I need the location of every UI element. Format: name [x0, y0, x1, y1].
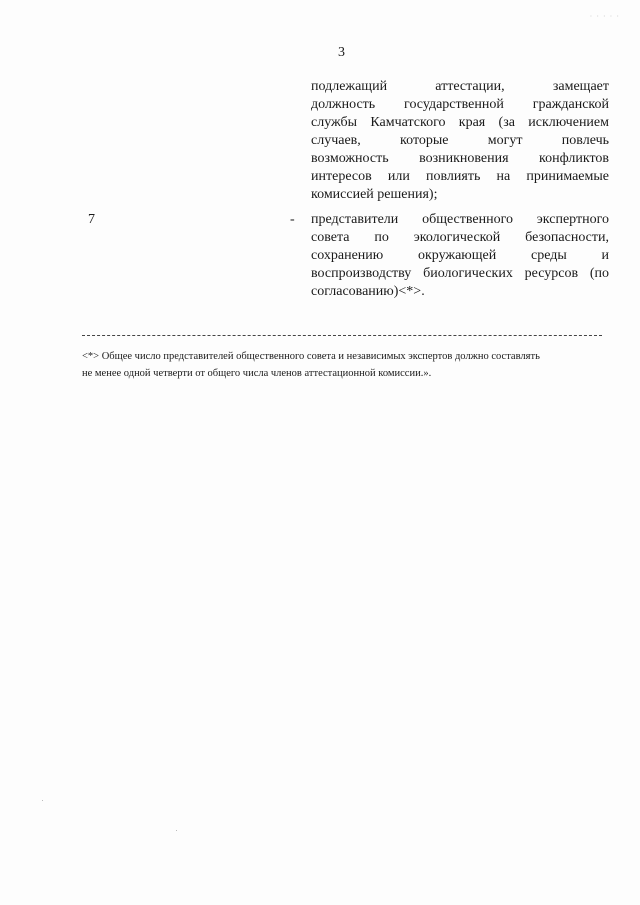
text-line: интересов или повлиять на принимаемые	[311, 169, 609, 184]
list-item-number: 7	[88, 212, 95, 227]
scan-speck	[42, 800, 43, 801]
continued-list-item-text	[311, 78, 609, 204]
text-line: случаев, которые могут повлечь	[311, 133, 609, 148]
text-line: возможность возникновения конфликтов	[311, 151, 609, 166]
text-line: службы Камчатского края (за исключением	[311, 115, 609, 130]
text-line: должность государственной гражданской	[311, 97, 609, 112]
footnote-line: не менее одной четверти от общего числа членов аттестационной комиссии.».	[82, 368, 432, 379]
footnote-line: <*> Общее число представителей общественного совета и независимых экспертов должно составлять	[82, 351, 540, 362]
scan-speck	[176, 830, 177, 831]
footnote-separator	[82, 335, 602, 336]
text-line: воспроизводству биологических ресурсов (по	[311, 266, 609, 281]
text-line: комиссией решения);	[311, 187, 438, 202]
text-line: представители общественного экспертного	[311, 212, 609, 227]
list-item-dash: -	[290, 212, 295, 227]
page-number: 3	[338, 45, 345, 60]
text-line: согласованию)<*>.	[311, 284, 425, 299]
text-line: совета по экологической безопасности,	[311, 230, 609, 245]
text-line: подлежащий аттестации, замещает	[311, 79, 609, 94]
list-item-text	[311, 211, 609, 301]
scan-corner-mark: · · · · ·	[589, 12, 620, 21]
text-line: сохранению окружающей среды и	[311, 248, 609, 263]
footnote	[82, 348, 612, 382]
